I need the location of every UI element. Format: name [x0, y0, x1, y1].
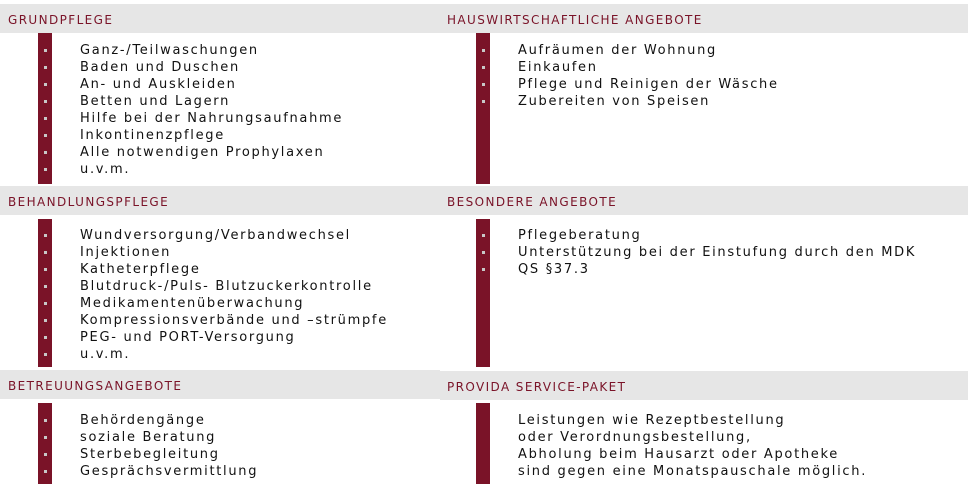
header-bar-behandlungspflege [0, 186, 440, 215]
bullet-icon [482, 251, 485, 254]
list-item: Kompressionsverbände und –strümpfe [80, 312, 388, 329]
header-bar-grundpflege [0, 4, 440, 33]
bullet-icon [482, 268, 485, 271]
header-bar-betreuung [0, 370, 440, 399]
provida-line: Leistungen wie Rezeptbestellung [518, 413, 786, 428]
accent-bar-grundpflege [38, 33, 52, 184]
list-item: soziale Beratung [80, 429, 258, 446]
bullet-icon [44, 251, 47, 254]
bullet-icon [44, 470, 47, 473]
list-item: Gesprächsvermittlung [80, 463, 258, 480]
bullet-icon [482, 66, 485, 69]
list-item: Injektionen [80, 244, 388, 261]
list-betreuung [80, 412, 258, 480]
list-item: Zubereiten von Speisen [518, 93, 779, 110]
list-item: QS §37.3 [518, 261, 916, 278]
bullet-icon [44, 66, 47, 69]
list-hauswirtschaft [518, 42, 779, 110]
list-item: Katheterpflege [80, 261, 388, 278]
provida-line: Abholung beim Hausarzt oder Apotheke [518, 447, 839, 462]
header-bar-provida [440, 371, 968, 400]
bullet-icon [44, 336, 47, 339]
list-item: PEG- und PORT-Versorgung [80, 329, 388, 346]
section-title-behandlungspflege: BEHANDLUNGSPFLEGE [8, 195, 170, 209]
list-item: Sterbebegleitung [80, 446, 258, 463]
list-item: Baden und Duschen [80, 59, 343, 76]
bullet-icon [44, 168, 47, 171]
list-item: Pflegeberatung [518, 227, 916, 244]
list-item: u.v.m. [80, 161, 343, 178]
list-item: Betten und Lagern [80, 93, 343, 110]
bullet-icon [44, 319, 47, 322]
list-besondere [518, 227, 916, 278]
bullet-icon [44, 285, 47, 288]
bullet-icon [44, 100, 47, 103]
section-title-betreuung: BETREUUNGSANGEBOTE [8, 379, 183, 393]
bullet-icon [44, 117, 47, 120]
list-item: Unterstützung bei der Einstufung durch den MDK [518, 244, 916, 261]
section-title-hauswirtschaft: HAUSWIRTSCHAFTLICHE ANGEBOTE [447, 13, 703, 27]
accent-bar-hauswirtschaft [476, 33, 490, 184]
list-item: Einkaufen [518, 59, 779, 76]
list-item: Aufräumen der Wohnung [518, 42, 779, 59]
bullet-icon [482, 83, 485, 86]
header-bar-hauswirtschaft [440, 4, 968, 33]
bullet-icon [44, 49, 47, 52]
bullet-icon [44, 83, 47, 86]
list-item: u.v.m. [80, 346, 388, 363]
accent-bar-provida [476, 403, 490, 484]
bullet-icon [44, 436, 47, 439]
list-grundpflege [80, 42, 343, 178]
accent-bar-besondere [476, 219, 490, 367]
header-bar-besondere [440, 186, 968, 215]
list-item: Behördengänge [80, 412, 258, 429]
bullet-icon [482, 100, 485, 103]
provida-line: oder Verordnungsbestellung, [518, 430, 752, 445]
bullet-icon [44, 353, 47, 356]
bullet-icon [44, 151, 47, 154]
accent-bar-behandlungspflege [38, 219, 52, 367]
bullet-icon [44, 134, 47, 137]
list-item: Wundversorgung/Verbandwechsel [80, 227, 388, 244]
list-item: Inkontinenzpflege [80, 127, 343, 144]
bullet-icon [44, 453, 47, 456]
bullet-icon [482, 49, 485, 52]
provida-description [518, 412, 867, 480]
list-item: Blutdruck-/Puls- Blutzuckerkontrolle [80, 278, 388, 295]
list-item: Medikamentenüberwachung [80, 295, 388, 312]
list-item: Hilfe bei der Nahrungsaufnahme [80, 110, 343, 127]
section-title-provida: PROVIDA SERVICE-PAKET [447, 380, 627, 394]
bullet-icon [482, 234, 485, 237]
bullet-icon [44, 234, 47, 237]
bullet-icon [44, 419, 47, 422]
section-title-besondere: BESONDERE ANGEBOTE [447, 195, 618, 209]
list-item: Alle notwendigen Prophylaxen [80, 144, 343, 161]
list-item: Pflege und Reinigen der Wäsche [518, 76, 779, 93]
bullet-icon [44, 302, 47, 305]
bullet-icon [44, 268, 47, 271]
list-behandlungspflege [80, 227, 388, 363]
list-item: Ganz-/Teilwaschungen [80, 42, 343, 59]
list-item: An- und Auskleiden [80, 76, 343, 93]
section-title-grundpflege: GRUNDPFLEGE [8, 13, 114, 27]
provida-line: sind gegen eine Monatspauschale möglich. [518, 464, 868, 479]
